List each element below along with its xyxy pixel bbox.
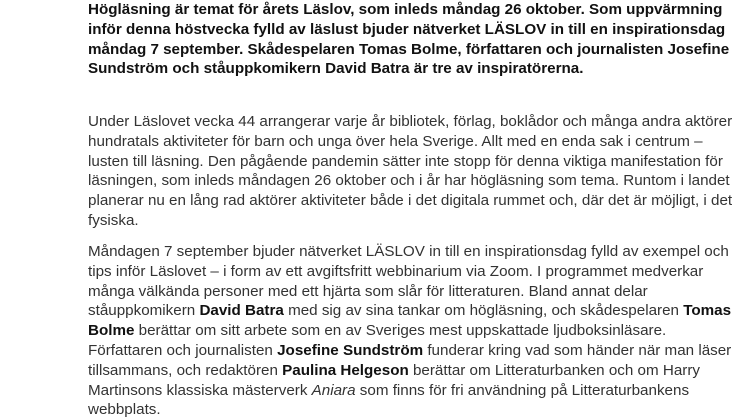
body-paragraph-2-text-6: som finns för fri användning på Litteraturbankens webbplats. [88, 381, 690, 419]
name-josefine-sundstrom: Josefine Sundström [277, 341, 424, 359]
body-paragraph-1-text: Under Läslovet vecka 44 arrangerar varje år bibliotek, förlag, boklådor och många andra aktörer hundratals aktiviteter för barn och unga över hela Sverige. Allt med en enda sak i centrum – lusten till läsning. Den pågående pandemin sätter inte stopp för denna viktiga manifestation för läsningen, som inleds måndagen 26 oktober och i år har högläsning som tema. Runtom i landet planerar nu en lång rad aktörer aktiviteter både i det digitala rummet och, där det är möjligt, i det fysiska. [88, 113, 733, 229]
body-paragraph-2 [88, 242, 738, 420]
body-paragraph-2-text-3: berättar om sitt arbete som en av Sveriges mest uppskattade ljudboksinläsare. Författaren och journalisten [88, 322, 667, 359]
body-paragraph-2-text-5: berättar om Litteraturbanken och om Harry Martinsons klassiska mästerverk [88, 361, 700, 399]
body-paragraph-2-text-2: med sig av sina tankar om högläsning, och skådespelaren [283, 302, 684, 320]
lead-paragraph [88, 0, 738, 99]
body-paragraph-1 [88, 112, 738, 230]
book-title-aniara: Aniara [311, 381, 356, 399]
body-paragraph-2-text-4: funderar kring vad som händer när man läser tillsammans, och redaktören [88, 341, 732, 379]
name-tomas-bolme: Tomas Bolme [88, 302, 732, 340]
name-paulina-helgeson: Paulina Helgeson [282, 361, 409, 379]
body-paragraph-2-text-1: Måndagen 7 september bjuder nätverket LÄSLOV in till en inspirationsdag fylld av exempel och tips inför Läslovet – i form av ett avgiftsfritt webbinarium via Zoom. I programmet medverkar många välkända personer med ett hjärta som slår för litteraturen. Bland annat delar ståuppkomikern [88, 243, 729, 320]
press-release-page [88, 0, 738, 420]
lead-text: Högläsning är temat för årets Läslov, som inleds måndag 26 oktober. Som uppvärmning inför denna höstvecka fylld av läslust bjuder nätverket LÄSLOV in till en inspirationsdag måndag 7 september. Skådespelaren Tomas Bolme, författaren och journalisten Josefine Sundström och ståuppkomikern David Batra är tre av inspiratörerna. [88, 1, 730, 78]
name-david-batra: David Batra [199, 302, 284, 320]
